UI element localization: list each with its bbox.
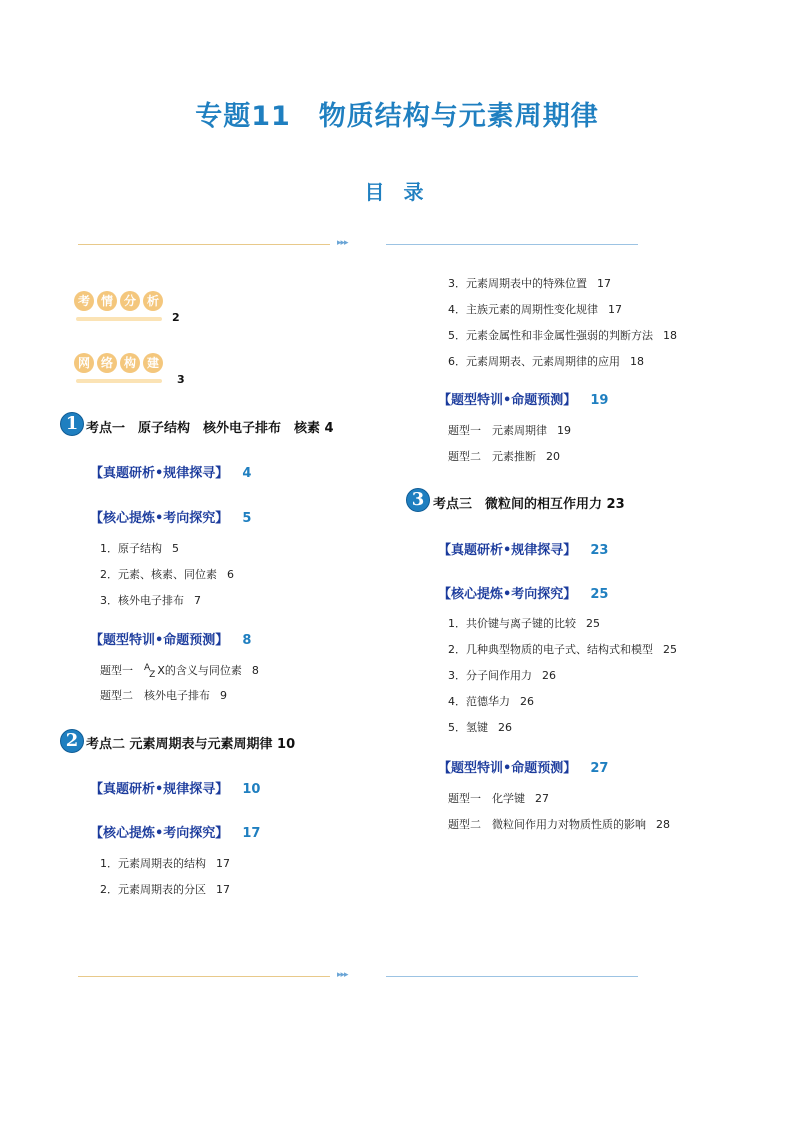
sec-label: 【题型特训•命题预测】 xyxy=(438,393,577,408)
item-text: 1．原子结构 xyxy=(100,542,162,555)
sec-label: 【核心提炼•考向探究】 xyxy=(90,826,229,841)
kp3-item[interactable] xyxy=(448,615,600,631)
item-text: 3．核外电子排布 xyxy=(100,594,184,607)
sec-page: 27 xyxy=(590,761,609,776)
toc-heading: 目 录 xyxy=(364,180,430,204)
kp2-item[interactable] xyxy=(100,855,230,871)
kp1-type[interactable] xyxy=(100,662,259,678)
type-page: 27 xyxy=(535,792,549,805)
sec-page: 10 xyxy=(242,782,261,797)
kp1-item[interactable] xyxy=(100,566,234,582)
kp2-heading[interactable]: 考点二 元素周期表与元素周期律 10 xyxy=(86,737,296,752)
type-page: 9 xyxy=(220,689,227,702)
badge-char: 络 xyxy=(97,353,117,373)
item-text: 4．范德华力 xyxy=(448,695,510,708)
type-page: 19 xyxy=(557,424,571,437)
kp3-type[interactable] xyxy=(448,816,670,832)
type-page: 20 xyxy=(546,450,560,463)
item-page: 17 xyxy=(216,857,230,870)
nuclide-atomic-number: Z xyxy=(149,670,156,680)
type-text: 题型二 元素推断 xyxy=(448,450,536,463)
type-text: 核外电子排布 xyxy=(144,689,210,702)
item-page: 25 xyxy=(586,617,600,630)
kp3-item[interactable] xyxy=(448,667,556,683)
top-divider-left xyxy=(78,244,330,245)
sec-label: 【核心提炼•考向探究】 xyxy=(438,587,577,602)
item-text: 3．分子间作用力 xyxy=(448,669,532,682)
kp1-heading[interactable]: 考点一 原子结构 核外电子排布 核素 4 xyxy=(86,421,334,436)
kp2-item[interactable] xyxy=(448,275,611,291)
page-title: 专题11 物质结构与元素周期律 xyxy=(195,101,599,132)
item-page: 7 xyxy=(194,594,201,607)
sec-label: 【真题研析•规律探寻】 xyxy=(90,466,229,481)
badge-char: 构 xyxy=(120,353,140,373)
type-text: 题型一 元素周期律 xyxy=(448,424,547,437)
kp3-sec-tixing[interactable] xyxy=(438,757,608,776)
sec-label: 【题型特训•命题预测】 xyxy=(438,761,577,776)
kp3-sec-hexin[interactable] xyxy=(438,583,608,602)
badge-char: 考 xyxy=(74,291,94,311)
top-divider-right xyxy=(386,244,638,245)
kp2-sec-zhenti[interactable] xyxy=(90,778,260,797)
kp1-item[interactable] xyxy=(100,540,179,556)
sec-page: 25 xyxy=(590,587,609,602)
kp2-item[interactable] xyxy=(448,301,622,317)
sec-page: 23 xyxy=(590,543,609,558)
kp2-item[interactable] xyxy=(448,353,644,369)
item-page: 17 xyxy=(608,303,622,316)
kp1-sec-tixing[interactable] xyxy=(90,629,251,648)
kp1-item[interactable] xyxy=(100,592,201,608)
badge-underline xyxy=(76,317,162,321)
type-prefix: 题型二 xyxy=(100,689,144,702)
sec-label: 【真题研析•规律探寻】 xyxy=(90,782,229,797)
sec-label: 【真题研析•规律探寻】 xyxy=(438,543,577,558)
item-page: 17 xyxy=(216,883,230,896)
badge-underline xyxy=(76,379,162,383)
badge-char: 网 xyxy=(74,353,94,373)
bottom-divider-arrows: ▸▸▸ xyxy=(337,970,348,980)
kp3-item[interactable] xyxy=(448,693,534,709)
item-text: 5．氢键 xyxy=(448,721,488,734)
kp1-type[interactable] xyxy=(100,687,227,703)
item-page: 26 xyxy=(498,721,512,734)
item-page: 18 xyxy=(630,355,644,368)
item-text: 2．元素、核素、同位素 xyxy=(100,568,217,581)
sec-page: 4 xyxy=(242,466,252,481)
badge-kaoqing[interactable] xyxy=(74,291,163,311)
kp2-type[interactable] xyxy=(448,422,571,438)
item-page: 18 xyxy=(663,329,677,342)
top-divider-arrows: ▸▸▸ xyxy=(337,238,348,248)
bottom-divider-left xyxy=(78,976,330,977)
type-prefix: 题型一 xyxy=(100,664,144,677)
badge-char: 情 xyxy=(97,291,117,311)
nuclide-mass-number: A xyxy=(144,663,151,673)
kp3-heading[interactable]: 考点三 微粒间的相互作用力 23 xyxy=(433,497,625,512)
type-page: 28 xyxy=(656,818,670,831)
type-page: 8 xyxy=(251,664,259,677)
badge-char: 析 xyxy=(143,291,163,311)
sec-page: 8 xyxy=(242,633,252,648)
kp1-number-icon: 1 xyxy=(60,412,84,436)
item-page: 25 xyxy=(663,643,677,656)
item-text: 2．元素周期表的分区 xyxy=(100,883,206,896)
item-text: 4．主族元素的周期性变化规律 xyxy=(448,303,598,316)
type-text: 题型二 微粒间作用力对物质性质的影响 xyxy=(448,818,646,831)
kp3-sec-zhenti[interactable] xyxy=(438,539,608,558)
type-text: 题型一 化学键 xyxy=(448,792,525,805)
kp3-number-icon: 3 xyxy=(406,488,430,512)
kp3-type[interactable] xyxy=(448,790,549,806)
item-text: 6．元素周期表、元素周期律的应用 xyxy=(448,355,620,368)
item-text: 5．元素金属性和非金属性强弱的判断方法 xyxy=(448,329,653,342)
type-text: X的含义与同位素 xyxy=(157,664,242,677)
kp2-sec-hexin[interactable] xyxy=(90,822,260,841)
kp1-sec-hexin[interactable] xyxy=(90,507,251,526)
kp2-item[interactable] xyxy=(448,327,677,343)
sec-page: 17 xyxy=(242,826,261,841)
sec-page: 5 xyxy=(242,511,252,526)
item-text: 1．共价键与离子键的比较 xyxy=(448,617,576,630)
badge-wangluo[interactable] xyxy=(74,353,163,373)
item-page: 26 xyxy=(520,695,534,708)
item-page: 17 xyxy=(597,277,611,290)
badge-char: 建 xyxy=(143,353,163,373)
kp2-type[interactable] xyxy=(448,448,560,464)
kp3-item[interactable] xyxy=(448,641,677,657)
sec-page: 19 xyxy=(590,393,609,408)
item-page: 6 xyxy=(227,568,234,581)
kp2-item[interactable] xyxy=(100,881,230,897)
item-text: 1．元素周期表的结构 xyxy=(100,857,206,870)
sec-label: 【题型特训•命题预测】 xyxy=(90,633,229,648)
item-text: 3．元素周期表中的特殊位置 xyxy=(448,277,587,290)
badge-page: 3 xyxy=(177,373,185,386)
sec-label: 【核心提炼•考向探究】 xyxy=(90,511,229,526)
kp3-item[interactable] xyxy=(448,719,512,735)
kp2-sec-tixing[interactable] xyxy=(438,389,608,408)
kp2-number-icon: 2 xyxy=(60,729,84,753)
kp1-sec-zhenti[interactable] xyxy=(90,462,251,481)
bottom-divider-right xyxy=(386,976,638,977)
item-text: 2．几种典型物质的电子式、结构式和模型 xyxy=(448,643,653,656)
item-page: 5 xyxy=(172,542,179,555)
item-page: 26 xyxy=(542,669,556,682)
badge-char: 分 xyxy=(120,291,140,311)
badge-page: 2 xyxy=(172,311,180,324)
